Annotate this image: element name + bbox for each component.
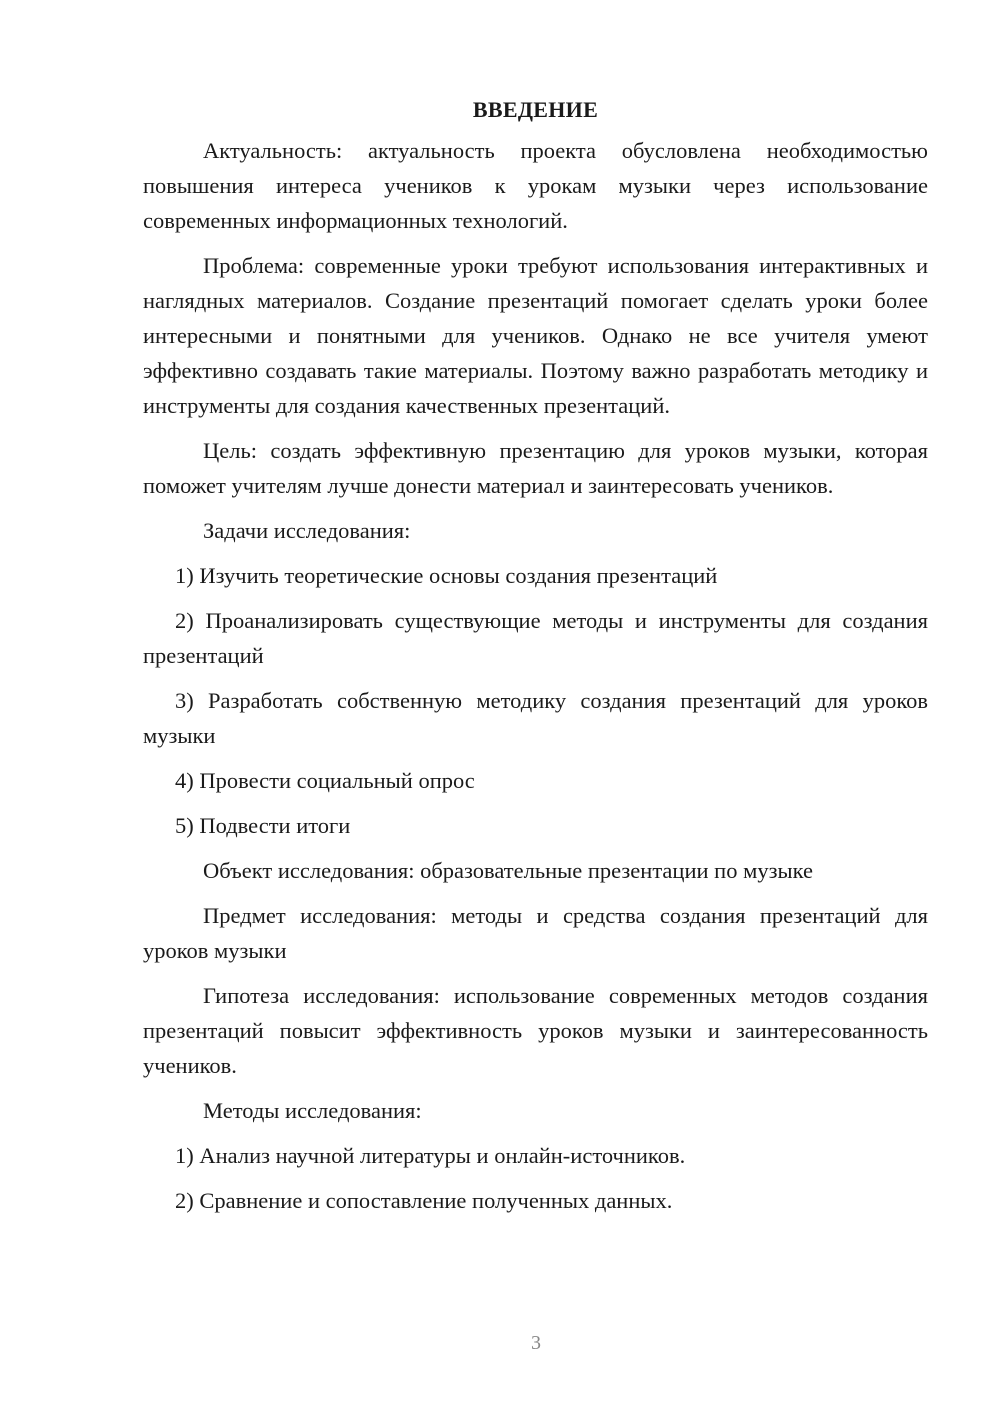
task-item-1: 1) Изучить теоретические основы создания презентаций: [175, 563, 718, 588]
paragraph-relevance: Актуальность: актуальность проекта обусловлена необходимостью повышения интереса учеников к урокам музыки через использование современных информационных технологий.: [143, 138, 928, 233]
paragraph-goal: Цель: создать эффективную презентацию для уроков музыки, которая поможет учителям лучше донести материал и заинтересовать учеников.: [143, 438, 928, 498]
paragraph-hypothesis: Гипотеза исследования: использование современных методов создания презентаций повысит эффективность уроков музыки и заинтересованность учеников.: [143, 983, 928, 1078]
task-item-4: 4) Провести социальный опрос: [175, 768, 475, 793]
task-item-2: 2) Проанализировать существующие методы и инструменты для создания презентаций: [143, 608, 928, 668]
paragraph-methods-heading: Методы исследования:: [203, 1098, 422, 1123]
paragraph-tasks-heading: Задачи исследования:: [203, 518, 411, 543]
paragraph-object: Объект исследования: образовательные презентации по музыке: [203, 858, 813, 883]
method-item-1: 1) Анализ научной литературы и онлайн-источников.: [175, 1143, 686, 1168]
page-number: 3: [531, 1332, 541, 1354]
task-item-5: 5) Подвести итоги: [175, 813, 351, 838]
method-item-2: 2) Сравнение и сопоставление полученных данных.: [175, 1188, 673, 1213]
task-item-3: 3) Разработать собственную методику создания презентаций для уроков музыки: [143, 688, 928, 748]
paragraph-subject: Предмет исследования: методы и средства создания презентаций для уроков музыки: [143, 903, 928, 963]
page-title: ВВЕДЕНИЕ: [472, 97, 599, 122]
page-content: [143, 92, 928, 1218]
paragraph-problem: Проблема: современные уроки требуют использования интерактивных и наглядных материалов. Создание презентаций помогает сделать уроки более интересными и понятными для учеников. Однако не все учителя умеют эффективно создавать такие материалы. Поэтому важно разработать методику и инструменты для создания качественных презентаций.: [143, 253, 928, 418]
